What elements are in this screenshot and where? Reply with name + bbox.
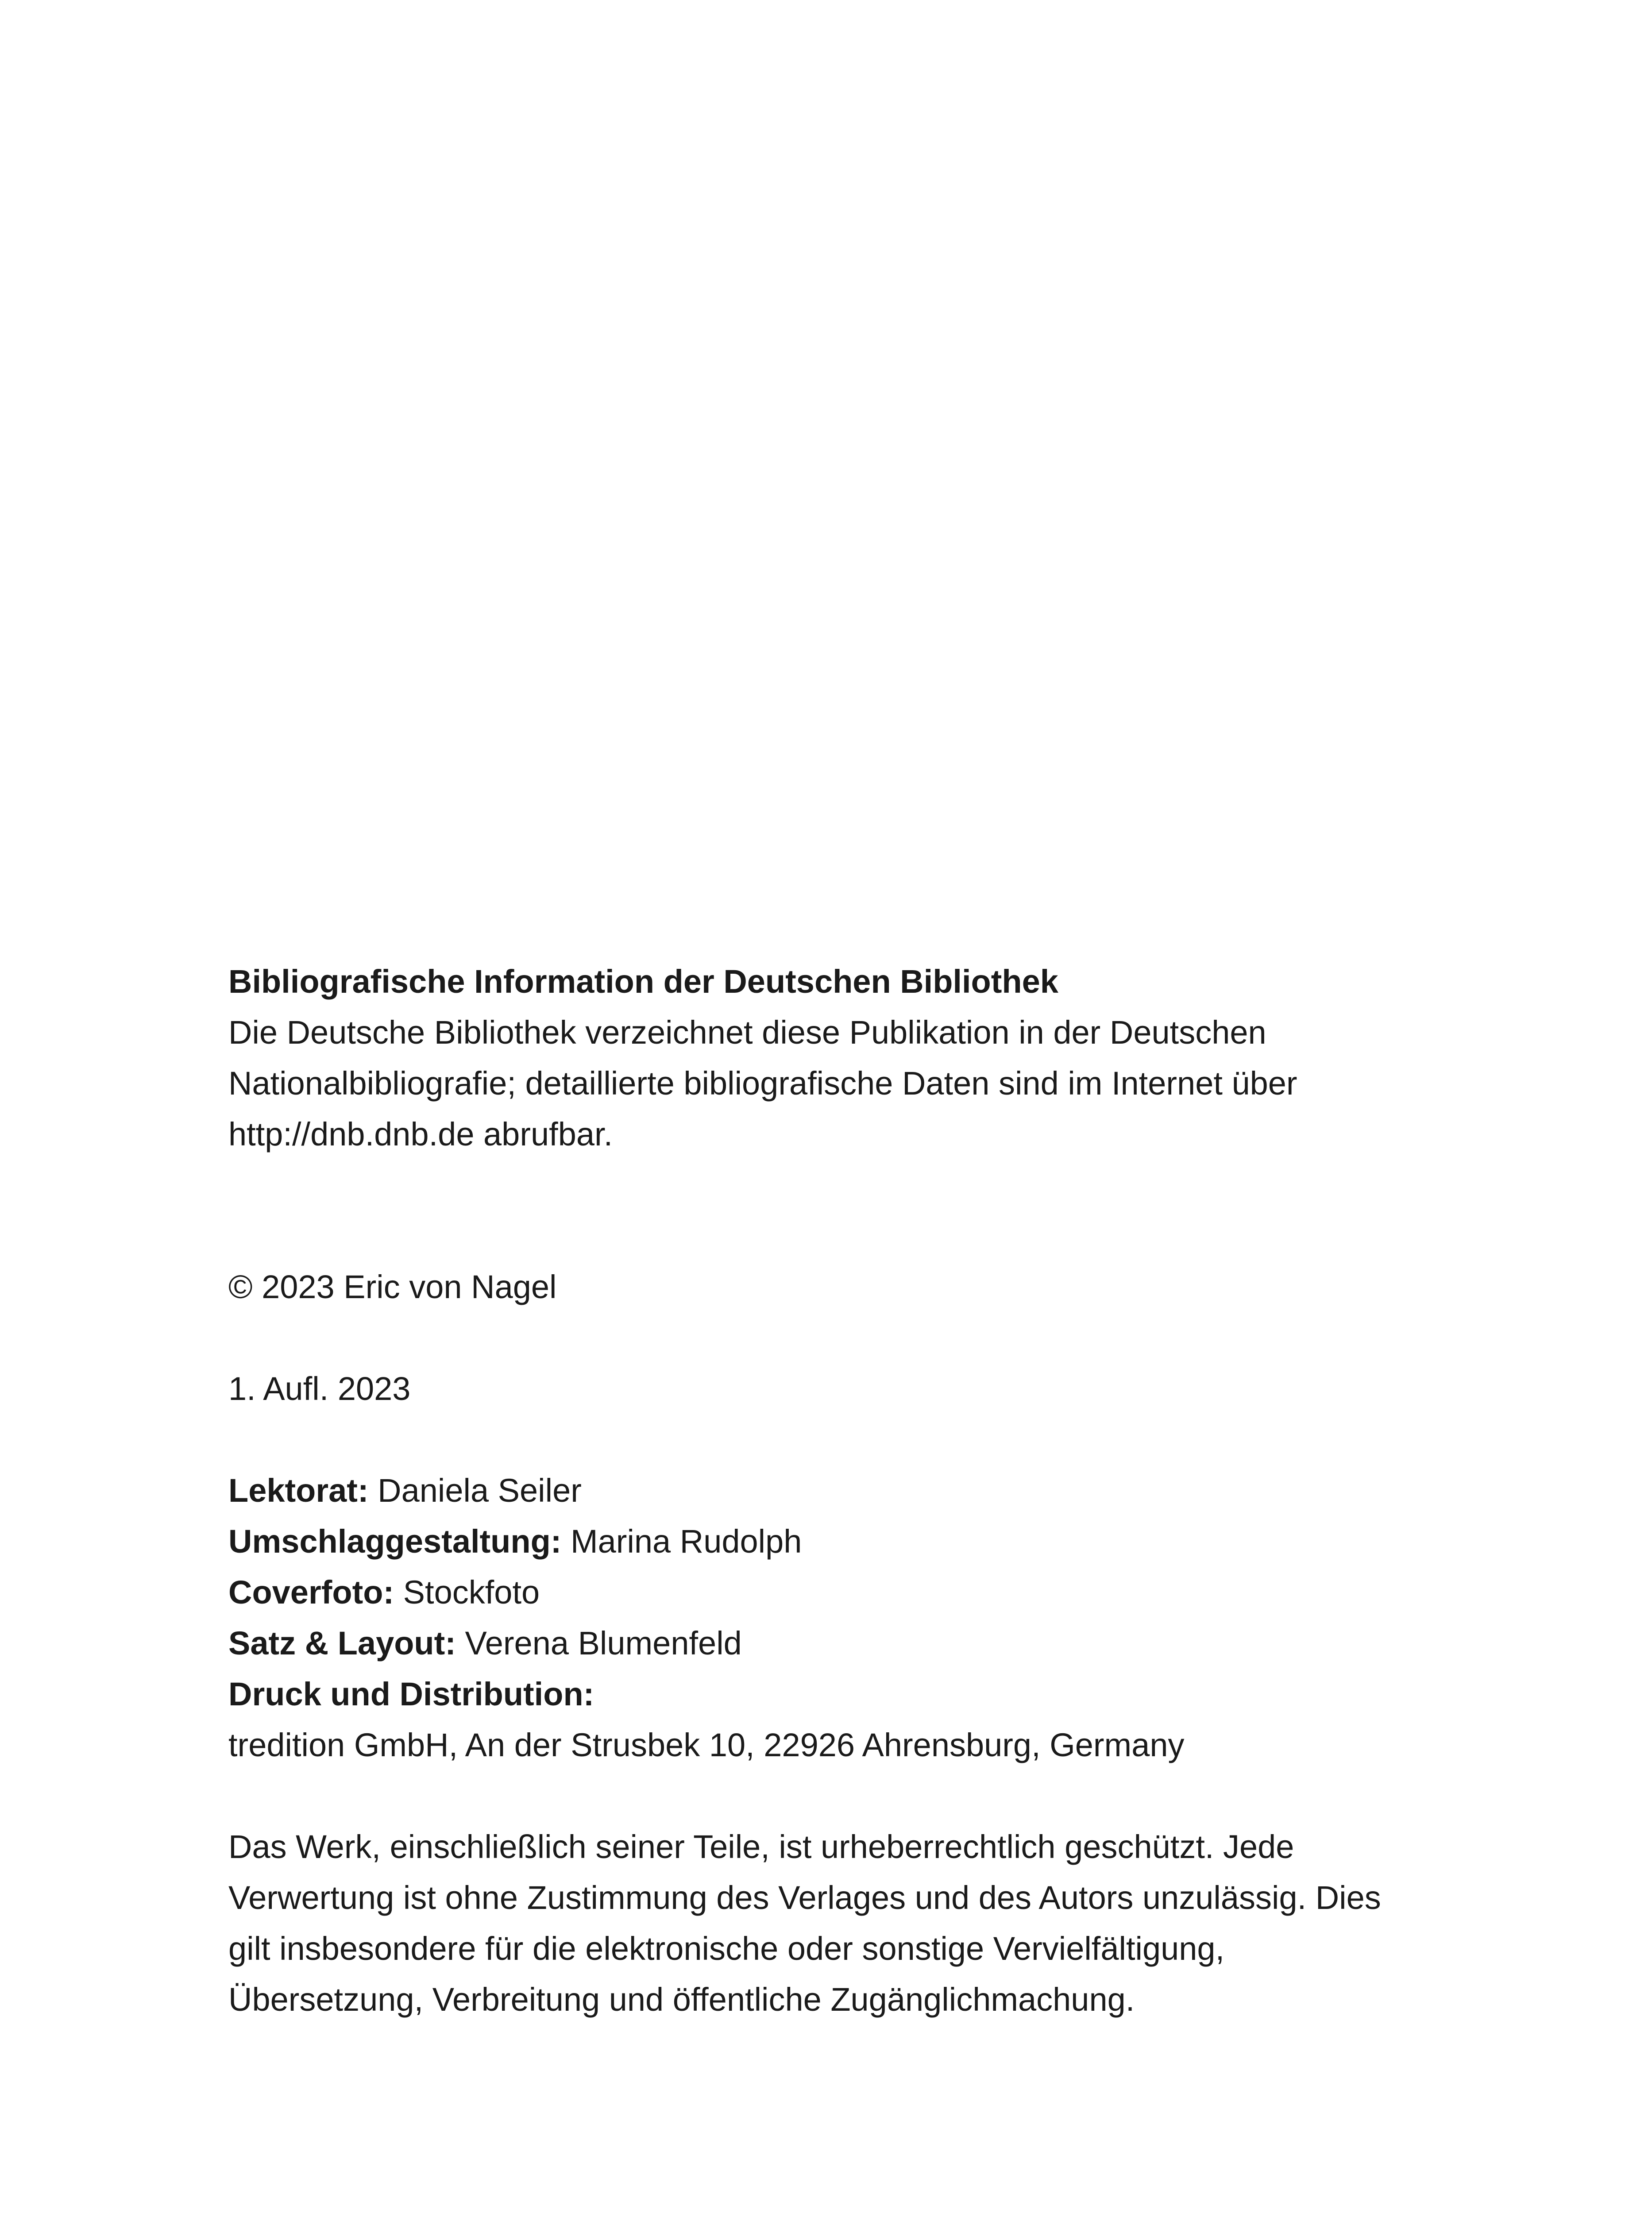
dnb-text-line: Die Deutsche Bibliothek verzeichnet diese Publikation in der Deutschen	[228, 1014, 1266, 1051]
credit-value: Verena Blumenfeld	[455, 1625, 742, 1662]
copyright-notice: © 2023 Eric von Nagel	[228, 1268, 557, 1305]
credit-line-printing	[228, 1669, 1556, 1720]
credit-label: Druck und Distribution:	[228, 1676, 594, 1712]
dnb-text-line: Nationalbibliografie; detaillierte bibliografische Daten sind im Internet über	[228, 1065, 1297, 1102]
credit-value: Daniela Seiler	[368, 1472, 582, 1509]
spacer	[228, 1770, 1556, 1821]
credit-line-cover-design	[228, 1516, 1556, 1567]
spacer	[228, 1160, 1556, 1261]
edition-notice: 1. Aufl. 2023	[228, 1370, 411, 1407]
distributor-address: tredition GmbH, An der Strusbek 10, 22926 Ahrensburg, Germany	[228, 1727, 1185, 1763]
rights-text-line: Verwertung ist ohne Zustimmung des Verlages und des Autors unzulässig. Dies	[228, 1879, 1381, 1916]
spacer	[228, 1414, 1556, 1465]
spacer	[228, 1312, 1556, 1363]
credit-line-typesetting	[228, 1618, 1556, 1669]
credit-value: Marina Rudolph	[561, 1523, 802, 1560]
credit-label: Umschlaggestaltung:	[228, 1523, 562, 1560]
rights-text-line: Das Werk, einschließlich seiner Teile, ist urheberrechtlich geschützt. Jede	[228, 1828, 1294, 1865]
dnb-text-line: http://dnb.dnb.de abrufbar.	[228, 1116, 613, 1153]
imprint-block	[228, 956, 1556, 2025]
credit-line-cover-photo	[228, 1567, 1556, 1618]
credit-label: Satz & Layout:	[228, 1625, 456, 1662]
credit-label: Coverfoto:	[228, 1574, 394, 1611]
credit-label: Lektorat:	[228, 1472, 369, 1509]
credit-value: Stockfoto	[394, 1574, 540, 1611]
credit-line-editing	[228, 1465, 1556, 1516]
rights-text-line: Übersetzung, Verbreitung und öffentliche Zugänglichmachung.	[228, 1981, 1135, 2018]
rights-text-line: gilt insbesondere für die elektronische oder sonstige Vervielfältigung,	[228, 1930, 1225, 1967]
dnb-heading: Bibliografische Information der Deutschen Bibliothek	[228, 963, 1058, 1000]
